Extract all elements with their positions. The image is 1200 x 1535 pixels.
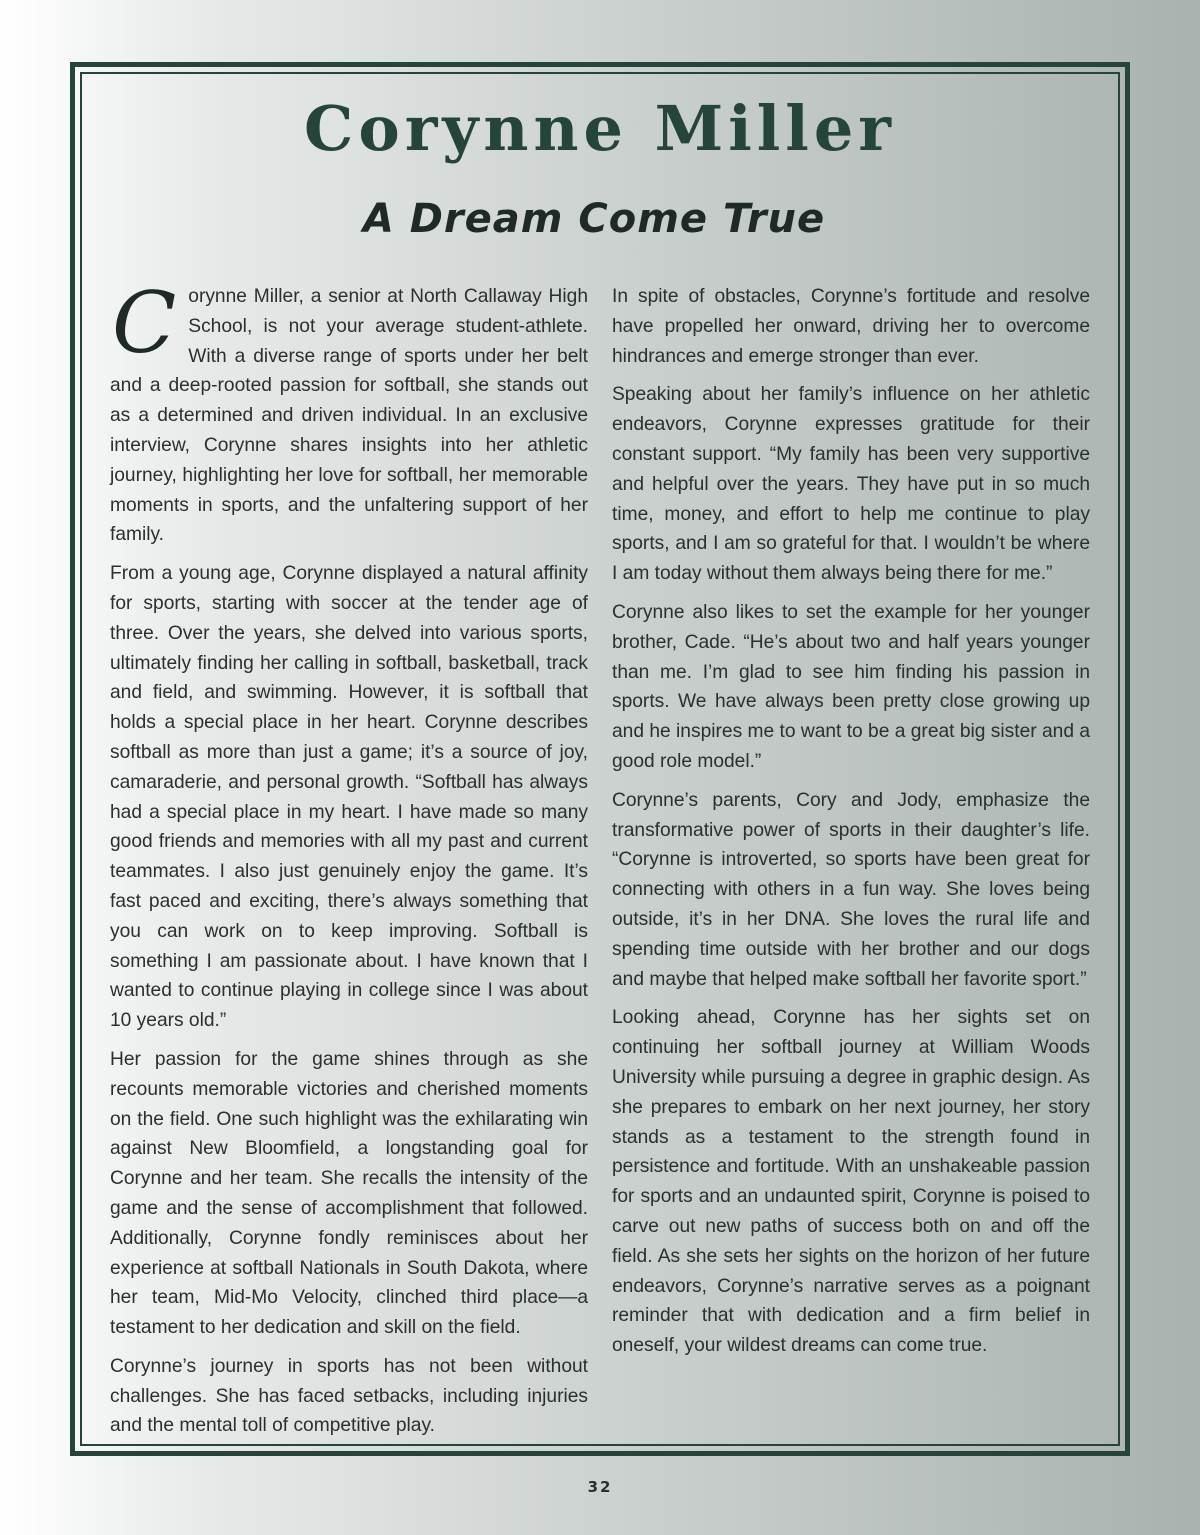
paragraph-text: orynne Miller, a senior at North Callaway High School, is not your average student-athlete. With a diverse range of sports under her belt and a deep-rooted passion for softball, she stands out as a determined and driven individual. In an exclusive interview, Corynne shares insights into her athletic journey, highlighting her love for softball, her memorable moments in sports, and the unfaltering support of her family. <box>110 286 588 546</box>
paragraph: Corynne’s parents, Cory and Jody, emphasize the transformative power of sports in their daughter’s life. “Corynne is introverted, so sports have been great for connecting with others in a fun way. She loves being outside, it’s in her DNA. She loves the rural life and spending time outside with her brother and our dogs and maybe that helped make softball her favorite sport.” <box>612 789 1090 990</box>
paragraph <box>110 274 588 550</box>
right-column <box>612 282 1090 1370</box>
drop-cap: C <box>112 274 177 372</box>
paragraph: Corynne also likes to set the example for her younger brother, Cade. “He’s about two and half years younger than me. I’m glad to see him finding his passion in sports. We have always been pretty close growing up and he inspires me to want to be a great big sister and a good role model.” <box>612 601 1090 772</box>
article-subtitle: A Dream Come True <box>362 196 826 242</box>
paragraph: Her passion for the game shines through as she recounts memorable victories and cherished moments on the field. One such highlight was the exhilarating win against New Bloomfield, a longstanding goal for Corynne and her team. She recalls the intensity of the game and the sense of accomplishment that followed. Additionally, Corynne fondly reminisces about her experience at softball Nationals in South Dakota, where her team, Mid-Mo Velocity, clinched third place—a testament to her dedication and skill on the field. <box>110 1048 588 1339</box>
paragraph: Speaking about her family’s influence on her athletic endeavors, Corynne expresses gratitude for their constant support. “My family has been very supportive and helpful over the years. They have put in so much time, money, and effort to help me continue to play sports, and I am so grateful for that. I wouldn’t be where I am today without them always being there for me.” <box>612 384 1090 585</box>
page-number: 32 <box>587 1478 613 1496</box>
paragraph: From a young age, Corynne displayed a natural affinity for sports, starting with soccer at the tender age of three. Over the years, she delved into various sports, ultimately finding her calling in softball, basketball, track and field, and swimming. However, it is softball that holds a special place in her heart. Corynne describes softball as more than just a game; it’s a source of joy, camaraderie, and personal growth. “Softball has always had a special place in my heart. I have made so many good friends and memories with all my past and current teammates. I also just genuinely enjoy the game. It’s fast paced and exciting, there’s always something that you can work on to keep improving. Softball is something I am passionate about. I have known that I wanted to continue playing in college since I was about 10 years old.” <box>110 563 588 1032</box>
paragraph: Corynne’s journey in sports has not been without challenges. She has faced setbacks, including injuries and the mental toll of competitive play. <box>110 1355 588 1437</box>
paragraph: Looking ahead, Corynne has her sights set on continuing her softball journey at William Woods University while pursuing a degree in graphic design. As she prepares to embark on her next journey, her story stands as a testament to the strength found in persistence and fortitude. With an unshakeable passion for sports and an undaunted spirit, Corynne is poised to carve out new paths of success both on and off the field. As she sets her sights on the horizon of her future endeavors, Corynne’s narrative serves as a poignant reminder that with dedication and a firm belief in oneself, your wildest dreams can come true. <box>612 1007 1090 1357</box>
article-title: Corynne Miller <box>304 92 896 165</box>
paragraph: In spite of obstacles, Corynne’s fortitude and resolve have propelled her onward, driving her to overcome hindrances and emerge stronger than ever. <box>612 286 1090 367</box>
left-column <box>110 274 588 1450</box>
